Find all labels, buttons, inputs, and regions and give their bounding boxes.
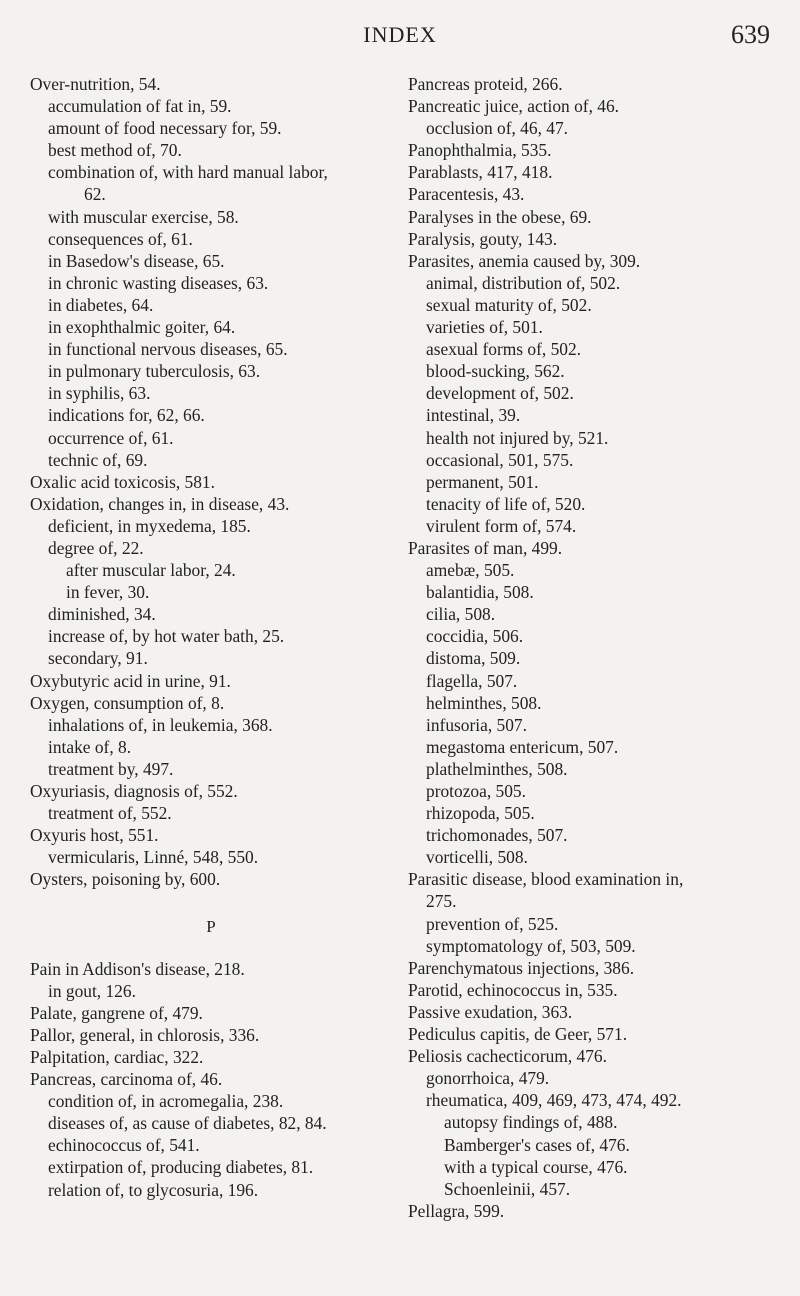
index-entry-text: permanent, 501. (426, 471, 539, 492)
index-entry-text: treatment by, 497. (48, 758, 174, 779)
index-entry (408, 736, 780, 758)
index-entry-text: Parenchymatous injections, 386. (408, 957, 635, 978)
index-entry-text: Oxidation, changes in, in disease, 43. (30, 493, 290, 514)
index-entry (408, 780, 780, 802)
index-entry (30, 824, 392, 846)
index-entry-text: Oysters, poisoning by, 600. (30, 869, 221, 890)
index-entry-text: virulent form of, 574. (426, 515, 577, 536)
index-entry (408, 73, 780, 95)
index-entry-text: Paralysis, gouty, 143. (408, 228, 558, 249)
index-entry (30, 780, 392, 802)
index-entry (30, 161, 392, 205)
index-entry (408, 1045, 780, 1067)
index-entry (30, 338, 392, 360)
index-entry (30, 272, 392, 294)
index-entry-text: Parasites of man, 499. (408, 537, 563, 558)
index-entry (408, 272, 780, 294)
index-entry (30, 471, 392, 493)
index-entry-text: health not injured by, 521. (426, 427, 609, 448)
index-entry-text: occasional, 501, 575. (426, 449, 574, 470)
index-entry-text: diminished, 34. (48, 604, 156, 625)
index-entry (408, 1178, 780, 1200)
index-entry-text: secondary, 91. (48, 648, 148, 669)
index-entry (30, 250, 392, 272)
index-entry-text: Pellagra, 599. (408, 1200, 505, 1221)
index-entry-text: gonorrhoica, 479. (426, 1068, 550, 1089)
index-entry (30, 958, 392, 980)
index-entry-continuation: 62. (84, 184, 106, 205)
index-entry-text: combination of, with hard manual labor, (48, 162, 328, 183)
index-entry-text: infusoria, 507. (426, 714, 527, 735)
index-entry-text: consequences of, 61. (48, 228, 193, 249)
index-entry (408, 1067, 780, 1089)
index-entry (408, 824, 780, 846)
index-entry-text: Passive exudation, 363. (408, 1001, 573, 1022)
index-section-o (30, 73, 392, 890)
index-entry-text: occurrence of, 61. (48, 427, 174, 448)
index-entry-text: treatment of, 552. (48, 803, 172, 824)
index-entry (30, 802, 392, 824)
index-entry-text: megastoma entericum, 507. (426, 736, 619, 757)
index-entry (408, 868, 780, 912)
index-entry-text: extirpation of, producing diabetes, 81. (48, 1157, 314, 1178)
index-entry-text: Oxyuris host, 551. (30, 825, 159, 846)
index-entry-text: autopsy findings of, 488. (444, 1112, 618, 1133)
index-entry-text: with a typical course, 476. (444, 1156, 628, 1177)
index-entry (408, 449, 780, 471)
index-entry (408, 338, 780, 360)
index-entry (408, 161, 780, 183)
index-entry-text: Pancreatic juice, action of, 46. (408, 96, 620, 117)
index-entry-text: animal, distribution of, 502. (426, 272, 621, 293)
index-entry (408, 758, 780, 780)
index-entry (408, 1089, 780, 1111)
index-entry (408, 537, 780, 559)
index-entry-text: Palate, gangrene of, 479. (30, 1002, 203, 1023)
index-entry (30, 603, 392, 625)
index-entry (30, 427, 392, 449)
index-entry-text: Oxybutyric acid in urine, 91. (30, 670, 231, 691)
index-entry-text: in pulmonary tuberculosis, 63. (48, 361, 261, 382)
index-entry (408, 979, 780, 1001)
index-entry (408, 625, 780, 647)
index-entry (408, 1023, 780, 1045)
index-entry-text: Parasites, anemia caused by, 309. (408, 250, 641, 271)
index-entry-text: Bamberger's cases of, 476. (444, 1134, 630, 1155)
index-entry (408, 670, 780, 692)
index-entry (30, 228, 392, 250)
index-entry-text: Parasitic disease, blood examination in, (408, 869, 684, 890)
index-entry (30, 736, 392, 758)
index-entry (30, 647, 392, 669)
index-entry-text: degree of, 22. (48, 537, 144, 558)
index-entry (408, 404, 780, 426)
index-entry (408, 846, 780, 868)
index-entry-text: tenacity of life of, 520. (426, 493, 586, 514)
index-entry-text: accumulation of fat in, 59. (48, 96, 232, 117)
index-entry-text: trichomonades, 507. (426, 825, 568, 846)
index-entry-text: Pain in Addison's disease, 218. (30, 958, 245, 979)
index-entry (408, 95, 780, 117)
index-entry-text: vermicularis, Linné, 548, 550. (48, 847, 259, 868)
index-entry-text: deficient, in myxedema, 185. (48, 515, 251, 536)
index-column-right (408, 73, 780, 1222)
index-entry-text: rheumatica, 409, 469, 473, 474, 492. (426, 1090, 682, 1111)
index-entry-text: relation of, to glycosuria, 196. (48, 1179, 259, 1200)
index-entry (30, 1068, 392, 1090)
index-entry-text: plathelminthes, 508. (426, 758, 568, 779)
index-entry-text: coccidia, 506. (426, 626, 524, 647)
index-entry-text: intake of, 8. (48, 736, 132, 757)
index-entry (408, 382, 780, 404)
index-entry (30, 625, 392, 647)
index-entry (30, 670, 392, 692)
index-entry (408, 228, 780, 250)
index-entry (30, 1112, 392, 1134)
index-entry (408, 1156, 780, 1178)
index-entry-text: asexual forms of, 502. (426, 339, 582, 360)
index-entry-text: indications for, 62, 66. (48, 405, 205, 426)
index-entry (30, 868, 392, 890)
index-entry (408, 294, 780, 316)
index-entry-text: sexual maturity of, 502. (426, 294, 592, 315)
index-entry-text: occlusion of, 46, 47. (426, 118, 569, 139)
index-entry-text: diseases of, as cause of diabetes, 82, 84. (48, 1113, 327, 1134)
index-entry-text: prevention of, 525. (426, 913, 559, 934)
index-entry-text: with muscular exercise, 58. (48, 206, 239, 227)
index-entry (408, 692, 780, 714)
index-entry (408, 360, 780, 382)
index-entry (30, 360, 392, 382)
index-section-p-continued (408, 73, 780, 1222)
index-entry-text: best method of, 70. (48, 140, 182, 161)
index-entry-text: balantidia, 508. (426, 582, 534, 603)
index-entry (408, 117, 780, 139)
index-section-p (30, 958, 392, 1201)
index-entry (30, 449, 392, 471)
index-entry (30, 537, 392, 559)
index-entry-text: in gout, 126. (48, 980, 136, 1001)
index-entry-text: Paralyses in the obese, 69. (408, 206, 592, 227)
index-entry (408, 1134, 780, 1156)
index-entry-text: Oxyuriasis, diagnosis of, 552. (30, 781, 238, 801)
index-entry (30, 404, 392, 426)
index-entry (408, 935, 780, 957)
index-entry (408, 802, 780, 824)
index-entry (30, 1046, 392, 1068)
index-entry (30, 714, 392, 736)
index-entry-text: in chronic wasting diseases, 63. (48, 272, 269, 293)
index-entry (30, 846, 392, 868)
index-entry-text: Palpitation, cardiac, 322. (30, 1046, 204, 1067)
index-entry-text: in fever, 30. (66, 582, 150, 603)
index-entry (408, 206, 780, 228)
index-entry-text: in exophthalmic goiter, 64. (48, 317, 236, 338)
index-entry-text: amount of food necessary for, 59. (48, 118, 282, 139)
index-entry-text: amebæ, 505. (426, 560, 515, 581)
index-entry (30, 515, 392, 537)
index-entry-text: Panophthalmia, 535. (408, 140, 552, 161)
index-entry (408, 316, 780, 338)
index-entry (408, 647, 780, 669)
index-entry-text: in Basedow's disease, 65. (48, 250, 225, 271)
index-entry-text: after muscular labor, 24. (66, 560, 236, 581)
index-entry-text: in syphilis, 63. (48, 383, 151, 404)
index-entry (408, 559, 780, 581)
index-entry-text: Over-nutrition, 54. (30, 74, 161, 94)
page-header (0, 14, 800, 54)
index-entry-text: Peliosis cachecticorum, 476. (408, 1046, 607, 1067)
index-entry-text: in diabetes, 64. (48, 294, 154, 315)
index-entry-text: Parotid, echinococcus in, 535. (408, 979, 618, 1000)
index-entry (408, 1001, 780, 1023)
index-entry (30, 980, 392, 1002)
index-entry-text: flagella, 507. (426, 670, 518, 691)
index-entry (408, 139, 780, 161)
index-entry-text: in functional nervous diseases, 65. (48, 339, 288, 360)
index-entry-text: distoma, 509. (426, 648, 521, 669)
index-entry (408, 427, 780, 449)
index-entry (30, 493, 392, 515)
index-entry-text: Oxalic acid toxicosis, 581. (30, 471, 215, 492)
index-entry (30, 1134, 392, 1156)
index-entry (30, 294, 392, 316)
index-entry-text: Paracentesis, 43. (408, 184, 525, 205)
index-entry-text: Pallor, general, in chlorosis, 336. (30, 1024, 260, 1045)
index-entry (408, 1111, 780, 1133)
index-entry-text: cilia, 508. (426, 604, 496, 625)
index-entry (408, 913, 780, 935)
index-entry-text: increase of, by hot water bath, 25. (48, 626, 285, 647)
index-entry-text: technic of, 69. (48, 449, 148, 470)
index-entry (30, 1024, 392, 1046)
index-entry (408, 250, 780, 272)
index-entry-text: Oxygen, consumption of, 8. (30, 692, 225, 713)
index-entry (30, 758, 392, 780)
index-entry-text: helminthes, 508. (426, 692, 542, 713)
index-entry-text: Pancreas proteid, 266. (408, 74, 563, 94)
index-entry-text: vorticelli, 508. (426, 847, 528, 868)
index-entry-text: Schoenleinii, 457. (444, 1178, 571, 1199)
index-entry (30, 559, 392, 581)
index-entry (30, 95, 392, 117)
index-entry-text: Pediculus capitis, de Geer, 571. (408, 1024, 628, 1045)
index-entry-text: Pancreas, carcinoma of, 46. (30, 1069, 223, 1090)
index-entry (30, 1179, 392, 1201)
index-entry-text: protozoa, 505. (426, 781, 526, 801)
page-number: 639 (731, 20, 770, 49)
index-entry (30, 139, 392, 161)
index-entry (30, 1090, 392, 1112)
index-entry (30, 1156, 392, 1178)
section-letter: P (206, 917, 216, 937)
index-entry-text: rhizopoda, 505. (426, 803, 535, 824)
index-entry (30, 692, 392, 714)
index-entry (30, 206, 392, 228)
index-entry (408, 603, 780, 625)
index-entry-text: development of, 502. (426, 383, 574, 404)
index-entry-text: echinococcus of, 541. (48, 1135, 200, 1156)
index-entry-text: intestinal, 39. (426, 405, 521, 426)
index-entry (30, 581, 392, 603)
index-entry-text: Parablasts, 417, 418. (408, 162, 553, 183)
index-entry (30, 117, 392, 139)
index-entry (408, 1200, 780, 1222)
index-entry (408, 957, 780, 979)
index-entry (408, 183, 780, 205)
index-entry (30, 1002, 392, 1024)
index-entry-text: symptomatology of, 503, 509. (426, 935, 636, 956)
index-entry (30, 316, 392, 338)
index-entry (408, 471, 780, 493)
index-entry (30, 382, 392, 404)
index-entry (408, 515, 780, 537)
index-entry-continuation: 275. (426, 891, 457, 912)
page-title: INDEX (363, 22, 437, 47)
index-entry (408, 714, 780, 736)
index-entry-text: varieties of, 501. (426, 317, 543, 338)
index-entry-text: blood-sucking, 562. (426, 361, 565, 382)
index-entry (408, 493, 780, 515)
index-entry (408, 581, 780, 603)
index-entry (30, 73, 392, 95)
index-entry-text: condition of, in acromegalia, 238. (48, 1091, 284, 1112)
index-entry-text: inhalations of, in leukemia, 368. (48, 714, 273, 735)
index-column-left (30, 73, 392, 1201)
